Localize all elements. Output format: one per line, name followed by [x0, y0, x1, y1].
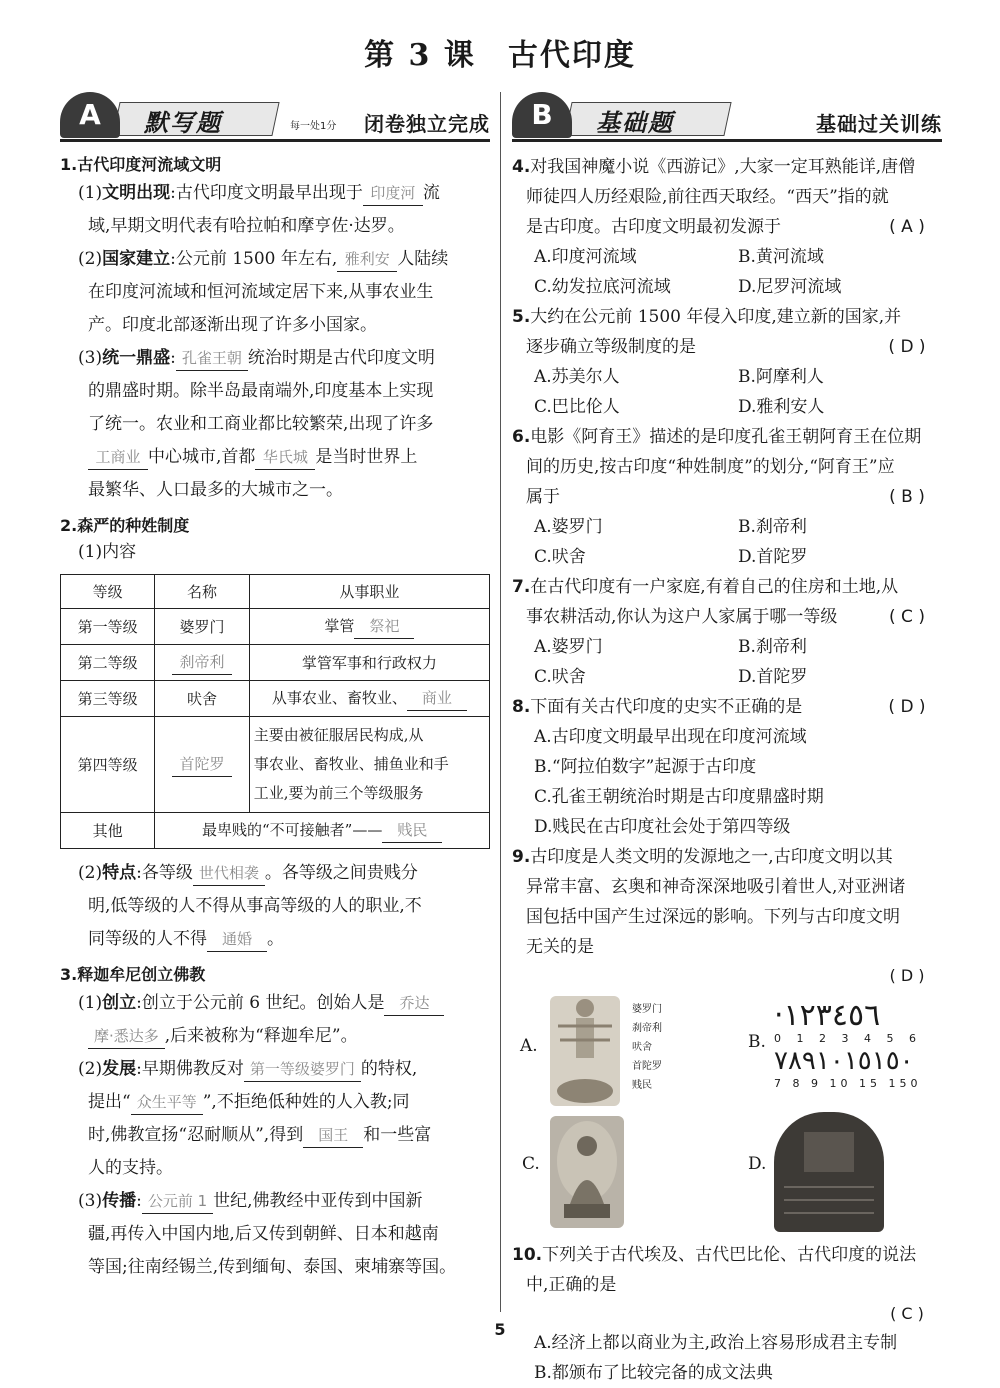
blank-field[interactable]: 工商业	[88, 445, 148, 470]
section-a-score-note: 每一处1分	[290, 121, 337, 132]
section-a-letter: A	[60, 92, 120, 138]
option-a[interactable]: A.古印度文明最早出现在印度河流域	[534, 727, 807, 747]
option-b[interactable]: B.刹帝利	[738, 637, 807, 657]
para-7: (3)传播: 公元前 1 世纪,佛教经中亚传到中国新	[60, 1185, 490, 1218]
image-option-d-label[interactable]: D.	[748, 1154, 767, 1174]
table-header: 从事职业	[249, 575, 489, 609]
question-6: 6.电影《阿育王》描述的是印度孔雀王朝阿育王在位期 间的历史,按古印度“种姓制度”的划分,“阿育王”应 属于 ( B ) A.婆罗门 B.刹帝利 C.吠舍 D.首陀罗	[512, 422, 942, 572]
blank-field[interactable]: 孔雀王朝	[176, 346, 248, 371]
para-3-cont2: 了统一。农业和工商业都比较繁荣,出现了许多	[88, 414, 434, 434]
blank-field[interactable]: 印度河	[363, 181, 423, 206]
image-option-b-label[interactable]: B.	[748, 1032, 766, 1052]
blank-field[interactable]: 通婚	[207, 927, 267, 952]
options	[512, 242, 942, 302]
blank-field[interactable]: 国王	[303, 1123, 363, 1148]
option-a[interactable]: A.印度河流域	[534, 247, 637, 267]
para-4-cont: 明,低等级的人不得从事高等级的人的职业,不	[88, 896, 422, 916]
para-6-cont3: 人的支持。	[88, 1158, 173, 1178]
blank-field[interactable]: 祭祀	[354, 614, 414, 639]
para-6-cont: 提出“ 众生平等 ”,不拒绝低种姓的人入教;同	[60, 1086, 490, 1119]
page-number: 5	[494, 1320, 506, 1339]
para-1: (1)文明出现:古代印度文明最早出现于 印度河 流	[60, 177, 490, 210]
option-a[interactable]: A.婆罗门	[534, 517, 603, 537]
para-7-cont2: 等国;往南经锡兰,传到缅甸、泰国、柬埔寨等国。	[88, 1257, 457, 1277]
para-6-cont2: 时,佛教宣扬“忍耐顺从”,得到 国王 和一些富	[60, 1119, 490, 1152]
section-a-banner	[60, 92, 490, 142]
options	[512, 512, 942, 572]
para-2-cont: 在印度河流域和恒河流域定居下来,从事农业生	[88, 282, 434, 302]
table-row: 第四等级 首陀罗 主要由被征服居民构成,从 事农业、畜牧业、捕鱼业和手 工业,要为前三个等级服务	[61, 717, 490, 813]
blank-field[interactable]: 商业	[407, 686, 467, 711]
option-b[interactable]: B.都颁布了比较完备的成文法典	[534, 1363, 773, 1383]
caste-pyramid-labels: 婆罗门 刹帝利 吠舍 首陀罗 贱民	[632, 1004, 662, 1091]
blank-field[interactable]: 首陀罗	[172, 752, 232, 777]
answer-mark: ( B )	[889, 487, 925, 507]
heading-3: 3.释迦牟尼创立佛教	[60, 965, 206, 984]
option-b[interactable]: B.“阿拉伯数字”起源于古印度	[534, 757, 757, 777]
option-d[interactable]: D.贱民在古印度社会处于第四等级	[534, 817, 791, 837]
question-8: 8.下面有关古代印度的史实不正确的是 ( D ) A.古印度文明最早出现在印度河流域 B.“阿拉伯数字”起源于古印度 C.孔雀王朝统治时期是古印度鼎盛时期 D.贱民在古印度社会处于第四等级	[512, 692, 942, 842]
buddha-statue-image	[550, 1116, 624, 1228]
option-d[interactable]: D.首陀罗	[738, 667, 808, 687]
section-a-hint: 闭卷独立完成	[364, 112, 490, 136]
table-row: 第一等级 婆罗门 掌管 祭祀	[61, 609, 490, 645]
blank-field[interactable]: 华氏城	[255, 445, 315, 470]
option-a[interactable]: A.婆罗门	[534, 637, 603, 657]
deity-statue-image	[550, 996, 620, 1106]
question-10: 10.下列关于古代埃及、古代巴比伦、古代印度的说法 中,正确的是 ( C ) A.经济上都以商业为主,政治上容易形成君主专制 B.都颁布了比较完备的成文法典	[512, 1240, 942, 1388]
answer-mark: ( C )	[889, 607, 925, 627]
option-b[interactable]: B.黄河流域	[738, 247, 824, 267]
heading-1: 1.古代印度河流域文明	[60, 155, 222, 174]
para-2-cont2: 产。印度北部逐渐出现了许多小国家。	[88, 315, 377, 335]
option-d[interactable]: D.首陀罗	[738, 547, 808, 567]
para-3-cont4: 最繁华、人口最多的大城市之一。	[88, 480, 343, 500]
option-c[interactable]: C.吠舍	[534, 667, 586, 687]
option-a[interactable]: A.经济上都以商业为主,政治上容易形成君主专制	[534, 1333, 898, 1353]
section-b-banner	[512, 92, 942, 142]
answer-mark: ( D )	[889, 966, 925, 985]
image-option-c-label[interactable]: C.	[522, 1154, 540, 1174]
blank-field[interactable]: 摩·悉达多	[88, 1024, 165, 1049]
para-1-cont: 域,早期文明代表有哈拉帕和摩亨佐·达罗。	[88, 216, 405, 236]
question-5: 5.大约在公元前 1500 年侵入印度,建立新的国家,并 逐步确立等级制度的是 ( D ) A.苏美尔人 B.阿摩利人 C.巴比伦人 D.雅利安人	[512, 302, 942, 422]
column-divider	[500, 92, 501, 1312]
para-3: (3)统一鼎盛: 孔雀王朝 统治时期是古代印度文明	[60, 342, 490, 375]
section-b-type: 基础题	[596, 108, 674, 137]
section-b-letter: B	[512, 92, 572, 138]
section-a	[60, 92, 490, 1284]
table-row: 第三等级 吠舍 从事农业、畜牧业、 商业	[61, 681, 490, 717]
arabic-numerals-image: ·١٢٣٤٥٦ 0 1 2 3 4 5 6 ٧٨٩١٠١٥١٥٠ 7 8 9 10 15 150	[774, 998, 922, 1090]
blank-field[interactable]: 贱民	[382, 818, 442, 843]
option-c[interactable]: C.孔雀王朝统治时期是古印度鼎盛时期	[534, 787, 824, 807]
table-header-row	[61, 575, 490, 609]
blank-field[interactable]: 第一等级婆罗门	[244, 1057, 361, 1082]
caste-table	[60, 574, 490, 849]
code-of-hammurabi-stele-image	[774, 1112, 884, 1232]
para-5-cont: 摩·悉达多 ,后来被称为“释迦牟尼”。	[60, 1020, 490, 1053]
answer-mark: ( D )	[888, 337, 926, 357]
section-a-type: 默写题	[144, 108, 222, 137]
option-b[interactable]: B.阿摩利人	[738, 367, 824, 387]
blank-field[interactable]: 公元前 1	[142, 1189, 213, 1214]
para-4: (2)特点:各等级 世代相袭 。各等级之间贵贱分	[60, 857, 490, 890]
heading-2-sub: (1)内容	[78, 542, 137, 562]
option-c[interactable]: C.幼发拉底河流域	[534, 277, 671, 297]
para-5: (1)创立:创立于公元前 6 世纪。创始人是 乔达	[60, 987, 490, 1020]
heading-2: 2.森严的种姓制度	[60, 516, 190, 535]
option-c[interactable]: C.吠舍	[534, 547, 586, 567]
para-2: (2)国家建立:公元前 1500 年左右, 雅利安 人陆续	[60, 243, 490, 276]
table-header: 名称	[155, 575, 249, 609]
option-d[interactable]: D.雅利安人	[738, 397, 825, 417]
table-row: 其他 最卑贱的“不可接触者”—— 贱民	[61, 813, 490, 849]
option-b[interactable]: B.刹帝利	[738, 517, 807, 537]
image-options	[512, 996, 942, 1234]
para-3-cont3: 工商业 中心城市,首都 华氏城 是当时世界上	[60, 441, 490, 474]
blank-field[interactable]: 雅利安	[337, 247, 397, 272]
option-d[interactable]: D.尼罗河流域	[738, 277, 842, 297]
options	[512, 632, 942, 692]
answer-mark: ( D )	[888, 697, 926, 717]
section-b	[512, 92, 942, 1388]
answer-mark: ( C )	[890, 1304, 924, 1323]
para-4-cont2: 同等级的人不得 通婚 。	[60, 923, 490, 956]
question-4: 4.对我国神魔小说《西游记》,大家一定耳熟能详,唐僧 师徒四人历经艰险,前往西天取经。“西天”指的就 是古印度。古印度文明最初发源于 ( A ) A.印度河流域 B.黄河流域 C.幼发拉底河流域 D.尼罗河流域	[512, 152, 942, 302]
blank-field[interactable]: 刹帝利	[172, 650, 232, 675]
question-9: 9.古印度是人类文明的发源地之一,古印度文明以其 异常丰富、玄奥和神奇深深地吸引着世人,对亚洲诸 国包括中国产生过深远的影响。下列与古印度文明 无关的是 ( D ) A. 婆罗门 刹帝利 吠舍 首陀罗 贱民 B. ·١٢٣٤٥٦ 0 1 2 3 4 5 6 ٧٨٩١٠١٥١٥٠ 7 8 9 10 15 150 C. D.	[512, 842, 942, 1234]
blank-field[interactable]: 世代相袭	[193, 861, 265, 886]
para-6: (2)发展:早期佛教反对 第一等级婆罗门 的特权,	[60, 1053, 490, 1086]
para-3-cont: 的鼎盛时期。除半岛最南端外,印度基本上实现	[88, 381, 434, 401]
blank-field[interactable]: 众生平等	[131, 1090, 203, 1115]
page-title: 第 3 课 古代印度	[364, 38, 636, 73]
table-header: 等级	[61, 575, 155, 609]
section-b-hint: 基础过关训练	[816, 112, 942, 136]
para-7-cont: 疆,再传入中国内地,后又传到朝鲜、日本和越南	[88, 1224, 439, 1244]
options	[512, 362, 942, 422]
question-7: 7.在古代印度有一户家庭,有着自己的住房和土地,从 事农耕活动,你认为这户人家属于哪一等级 ( C ) A.婆罗门 B.刹帝利 C.吠舍 D.首陀罗	[512, 572, 942, 692]
table-row: 第二等级 刹帝利 掌管军事和行政权力	[61, 645, 490, 681]
blank-field[interactable]: 乔达	[384, 991, 444, 1016]
option-a[interactable]: A.苏美尔人	[534, 367, 620, 387]
image-option-a-label[interactable]: A.	[520, 1036, 538, 1056]
answer-mark: ( A )	[889, 217, 925, 237]
option-c[interactable]: C.巴比伦人	[534, 397, 620, 417]
